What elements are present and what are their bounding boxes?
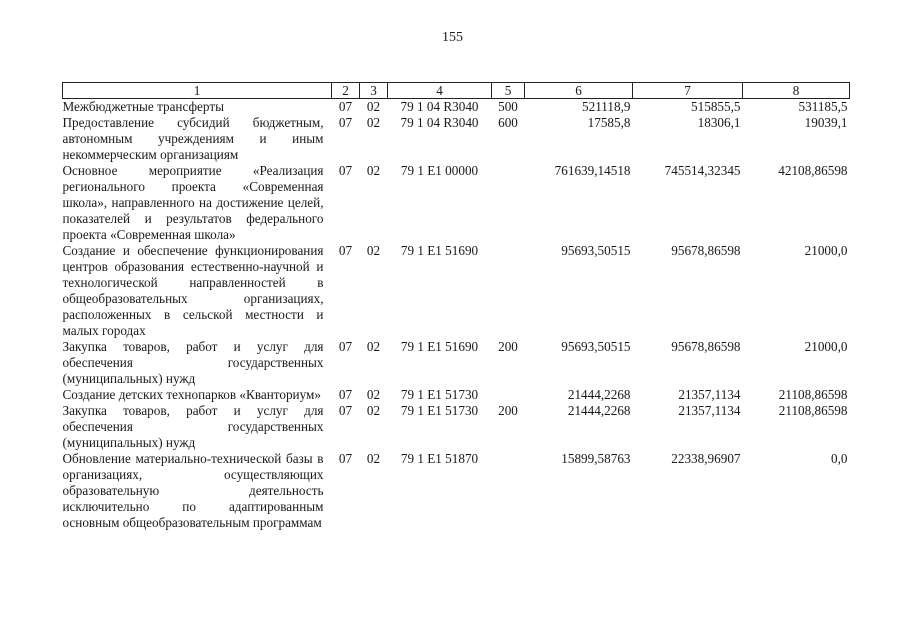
row-expense-type: 200 [498,403,518,418]
row-target-article: 79 1 E1 51690 [400,339,479,354]
table-row [63,243,850,339]
header-col-3: 3 [360,83,388,99]
page-number: 155 [442,30,463,45]
row-value-8: 531185,5 [798,99,848,114]
header-col-6: 6 [525,83,633,99]
table-row [63,115,850,163]
row-section: 07 [338,387,353,402]
row-section: 07 [338,403,353,418]
row-name: Создание детских технопарков «Кванториум» [62,387,321,402]
row-subsection: 02 [366,387,381,402]
row-subsection: 02 [366,451,381,466]
row-name: Обновление материально-технической базы в организациях, осуществляющих образовательную деятельность исключительно по адаптированным основным общеобразовательным программам [62,451,324,530]
row-value-6: 521118,9 [582,99,631,114]
row-target-article: 79 1 E1 51870 [400,451,479,466]
row-subsection: 02 [366,243,381,258]
row-value-8: 0,0 [831,451,848,466]
header-col-7: 7 [633,83,743,99]
row-expense-type [492,451,525,531]
row-value-6: 95693,50515 [561,339,631,354]
row-value-8: 21000,0 [804,243,848,258]
row-section: 07 [338,115,353,130]
table-row [63,403,850,451]
row-value-7: 745514,32345 [664,163,741,178]
row-value-6: 21444,2268 [567,403,631,418]
budget-table [62,82,850,531]
row-section: 07 [338,99,353,114]
row-value-7: 95678,86598 [671,339,741,354]
row-value-8: 19039,1 [804,115,848,130]
row-section: 07 [338,451,353,466]
row-expense-type: 200 [498,339,518,354]
header-col-8: 8 [743,83,850,99]
row-value-6: 17585,8 [587,115,631,130]
header-col-1: 1 [63,83,332,99]
row-value-7: 22338,96907 [671,451,741,466]
row-subsection: 02 [366,163,381,178]
row-name: Закупка товаров, работ и услуг для обеспечения государственных (муниципальных) нужд [62,339,324,386]
row-value-6: 761639,14518 [554,163,631,178]
row-target-article: 79 1 E1 51730 [400,403,479,418]
row-name: Закупка товаров, работ и услуг для обеспечения государственных (муниципальных) нужд [62,403,324,450]
row-expense-type [492,243,525,339]
row-expense-type: 500 [498,99,518,114]
row-value-7: 21357,1134 [678,387,741,402]
table-header [63,83,850,99]
row-target-article: 79 1 E1 00000 [400,163,479,178]
row-value-8: 21108,86598 [778,403,848,418]
row-subsection: 02 [366,403,381,418]
table-row [63,99,850,116]
row-target-article: 79 1 E1 51690 [400,243,479,258]
row-name: Основное мероприятие «Реализация регионального проекта «Современная школа», направленного на достижение целей, показателей и результатов федерального проекта «Современная школа» [62,163,324,242]
row-name: Межбюджетные трансферты [62,99,224,114]
header-col-2: 2 [332,83,360,99]
row-value-7: 18306,1 [697,115,741,130]
table-row [63,339,850,387]
table-body [63,99,850,532]
row-expense-type: 600 [498,115,518,130]
row-section: 07 [338,339,353,354]
row-expense-type [492,387,525,403]
header-col-4: 4 [388,83,492,99]
row-value-7: 515855,5 [691,99,741,114]
row-value-8: 21000,0 [804,339,848,354]
row-name: Создание и обеспечение функционирования центров образования естественно-научной и технологической направленностей в общеобразовательных организациях, расположенных в сельской местности и малых городах [62,243,324,338]
row-expense-type [492,163,525,243]
table-row [63,387,850,403]
row-target-article: 79 1 E1 51730 [400,387,479,402]
table-row [63,451,850,531]
row-value-8: 42108,86598 [778,163,848,178]
row-value-7: 95678,86598 [671,243,741,258]
row-section: 07 [338,163,353,178]
row-value-8: 21108,86598 [778,387,848,402]
row-value-6: 21444,2268 [567,387,631,402]
row-section: 07 [338,243,353,258]
row-target-article: 79 1 04 R3040 [400,99,479,114]
header-row [63,83,850,99]
table-row [63,163,850,243]
row-value-7: 21357,1134 [678,403,741,418]
row-value-6: 15899,58763 [561,451,631,466]
row-value-6: 95693,50515 [561,243,631,258]
row-name: Предоставление субсидий бюджетным, автономным учреждениям и иным некоммерческим организациям [62,115,324,162]
row-subsection: 02 [366,99,381,114]
row-subsection: 02 [366,115,381,130]
row-target-article: 79 1 04 R3040 [400,115,479,130]
row-subsection: 02 [366,339,381,354]
header-col-5: 5 [492,83,525,99]
